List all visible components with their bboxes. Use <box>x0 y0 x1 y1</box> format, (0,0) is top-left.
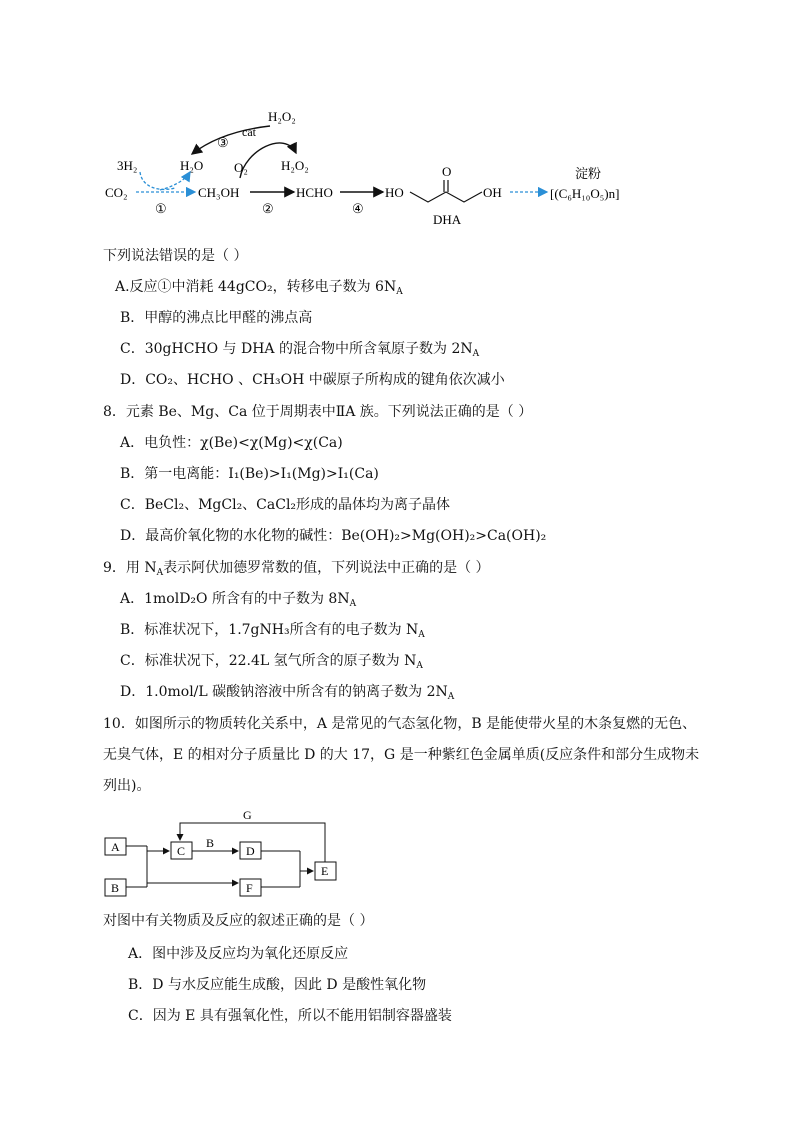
box-e-label: E <box>321 864 329 878</box>
q8-stem: 8．元素 Be、Mg、Ca 位于周期表中ⅡA 族。下列说法正确的是（ ） <box>103 404 533 420</box>
q9-option-a: A．1molD₂O 所含有的中子数为 $8N_A$ <box>120 591 357 609</box>
dha-oh-label: OH <box>483 185 502 200</box>
hcho-label: HCHO <box>296 185 333 200</box>
box-d-label: D <box>246 844 255 858</box>
step2-label: ② <box>262 201 274 216</box>
box-c-label: C <box>177 844 186 858</box>
dha-o-label: O <box>442 164 452 179</box>
q9-option-b: B．标准状况下，1.7gNH₃所含有的电子数为 $N_A$ <box>120 622 425 640</box>
q8-option-b: B．第一电离能：I₁(Be)>I₁(Mg)>I₁(Ca) <box>120 466 379 482</box>
q7-stem: 下列说法错误的是（ ） <box>103 248 248 264</box>
ch3oh-label: CH₃OH <box>198 185 240 200</box>
q10-stem2: 对图中有关物质及反应的叙述正确的是（ ） <box>103 913 374 929</box>
box-a-label: A <box>111 840 120 854</box>
q10-option-a: A．图中涉及反应均为氧化还原反应 <box>128 946 349 962</box>
3h2-label: 3H₂ <box>117 158 138 173</box>
h2o2-top-label: H₂O₂ <box>268 109 296 124</box>
box-f-label: F <box>246 881 253 895</box>
cat-label: cat <box>242 125 256 139</box>
step4-label: ④ <box>352 201 364 216</box>
q9-option-d: D．1.0mol/L 碳酸钠溶液中所含有的钠离子数为 $2N_A$ <box>120 684 455 702</box>
starch-formula: [(C₆H₁₀O₅)n] <box>550 186 620 201</box>
q9-option-c: C．标准状况下，22.4L 氢气所含的原子数为 $N_A$ <box>120 653 423 671</box>
q7-option-a: A.反应①中消耗 44gCO₂，转移电子数为 $6N_A$ <box>115 279 403 297</box>
q10-option-b: B．D 与水反应能生成酸，因此 D 是酸性氧化物 <box>128 977 427 993</box>
q8-option-c: C．BeCl₂、MgCl₂、CaCl₂形成的晶体均为离子晶体 <box>120 497 451 513</box>
q10-stem-line3: 列出)。 <box>103 778 151 794</box>
dha-name: DHA <box>433 212 462 227</box>
box-b-label: B <box>111 881 120 895</box>
o2-label: O₂ <box>234 160 248 175</box>
h2o-label: H₂O <box>180 158 204 173</box>
dha-ho-label: HO <box>385 185 404 200</box>
g-label: G <box>243 808 252 822</box>
step3-label: ③ <box>217 135 229 150</box>
q7-option-c: C．30gHCHO 与 DHA 的混合物中所含氧原子数为 $2N_A$ <box>120 341 480 359</box>
arrow-b-label: B <box>206 836 215 850</box>
q10-stem-line2: 无臭气体，E 的相对分子质量比 D 的大 17，G 是一种紫红色金属单质(反应条件和部分生成物未 <box>103 747 700 763</box>
q8-option-a: A．电负性：χ(Be)<χ(Mg)<χ(Ca) <box>120 435 343 451</box>
starch-label: 淀粉 <box>575 166 602 181</box>
step1-label: ① <box>155 201 167 216</box>
q10-option-c: C．因为 E 具有强氧化性，所以不能用铝制容器盛装 <box>128 1008 452 1024</box>
q10-stem-line1: 10．如图所示的物质转化关系中，A 是常见的气态氢化物，B 是能使带火星的木条复燃的无色、 <box>103 716 697 732</box>
co2-label: CO₂ <box>105 185 128 200</box>
q9-stem: 9．用 $N_A$表示阿伏加德罗常数的值，下列说法中正确的是（ ） <box>103 560 490 578</box>
q7-option-d: D．CO₂、HCHO 、CH₃OH 中碳原子所构成的键角依次减小 <box>120 372 505 388</box>
q8-option-d: D．最高价氧化物的水化物的碱性：Be(OH)₂>Mg(OH)₂>Ca(OH)₂ <box>120 528 547 544</box>
h2o2-right-label: H₂O₂ <box>281 158 309 173</box>
q7-option-b: B．甲醇的沸点比甲醛的沸点高 <box>120 310 313 326</box>
